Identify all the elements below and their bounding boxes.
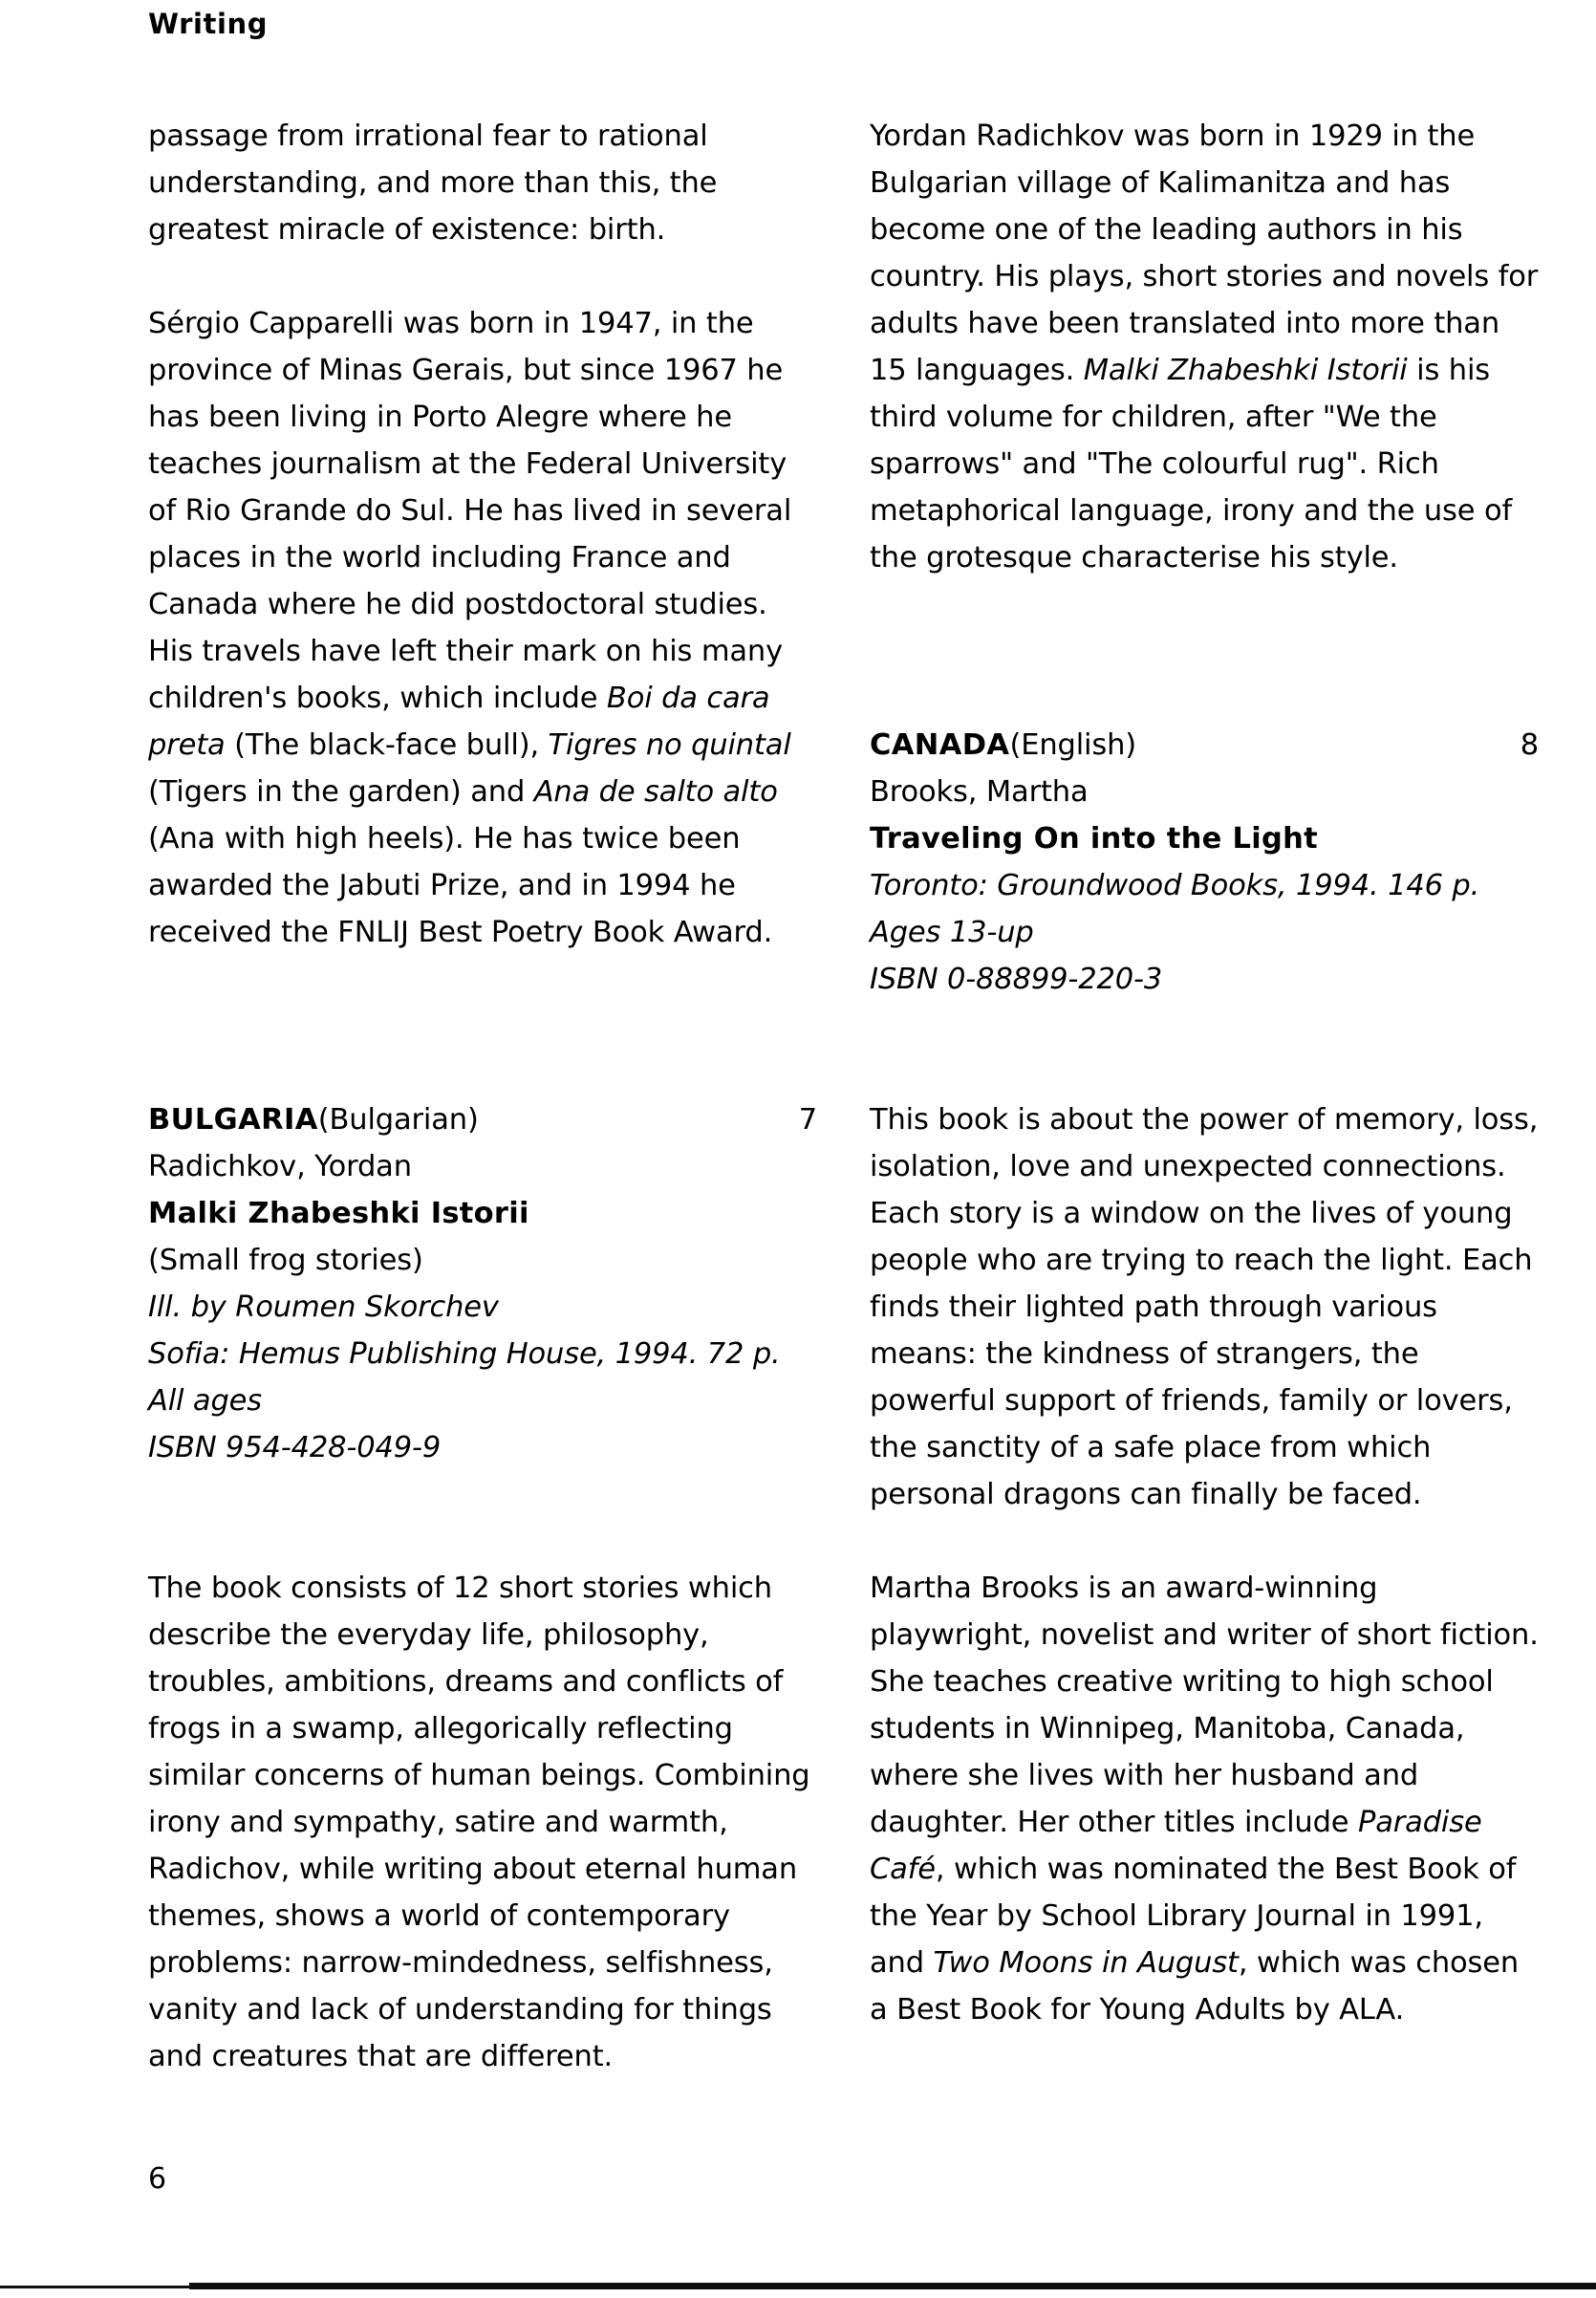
footer-rule-thick	[189, 2283, 1596, 2289]
bio-text-part-3: (Tigers in the garden) and	[148, 775, 534, 809]
page-folio-number: 6	[148, 2162, 167, 2196]
author-biography	[870, 1565, 1539, 2033]
radichkov-biography	[870, 113, 1539, 581]
author-bio-part-2: , which was nominated the Best Book of the Year by School Library Journal in 1991, and	[870, 1853, 1517, 1980]
country-name: CANADA	[870, 728, 1010, 762]
entry-publication: Toronto: Groundwood Books, 1994. 146 p.	[870, 869, 1480, 902]
footer-rule-thin	[0, 2286, 191, 2288]
entry-title-translation: (Small frog stories)	[148, 1244, 423, 1277]
book-title-boi-da-cara-preta: Boi da cara preta	[148, 682, 770, 762]
entry-page-number: 7	[798, 1103, 817, 1137]
book-title-paradise-cafe: Paradise Café	[870, 1806, 1482, 1886]
left-text-column	[148, 113, 817, 2080]
entry-author: Brooks, Martha	[870, 775, 1089, 809]
entry-isbn: ISBN 0-88899-220-3	[870, 963, 1163, 996]
author-bio-part-3: , which was chosen a Best Book for Young Adults by ALA.	[870, 1946, 1520, 2027]
entry-isbn: ISBN 954-428-049-9	[148, 1431, 442, 1464]
bio-text-part-1: Sérgio Capparelli was born in 1947, in the province of Minas Gerais, but since 1967 he has been living in Porto Alegre where he teaches journalism at the Federal University of Rio Grande do Sul. He has lived in several places in the world including France and Canada where he did postdoctoral studies. His travels have left their mark on his many children's books, which include	[148, 307, 792, 715]
bio-text-part-1: Yordan Radichkov was born in 1929 in the Bulgarian village of Kalimanitza and has become one of the leading authors in his country. His plays, short stories and novels for adults have been translated into more than 15 languages.	[870, 119, 1539, 387]
entry-page-number: 8	[1520, 728, 1539, 762]
book-title-two-moons-in-august: Two Moons in August	[933, 1946, 1239, 1980]
entry-title: Malki Zhabeshki Istorii	[148, 1197, 529, 1230]
block-spacer	[870, 1003, 1539, 1096]
book-title-ana-de-salto-alto: Ana de salto alto	[533, 775, 778, 809]
country-heading-group	[148, 1096, 479, 1143]
block-spacer	[148, 1471, 817, 1565]
right-text-column	[870, 113, 1539, 2033]
running-head: Writing	[148, 8, 269, 40]
entry-author: Radichkov, Yordan	[148, 1150, 412, 1183]
country-name: BULGARIA	[148, 1103, 318, 1137]
paragraph-continued: passage from irrational fear to rational understanding, and more than this, the greatest miracle of existence: birth.	[148, 119, 718, 247]
bio-text-part-4: (Ana with high heels). He has twice been awarded the Jabuti Prize, and in 1994 he received the FNLIJ Best Poetry Book Award.	[148, 822, 773, 949]
country-language: (Bulgarian)	[317, 1103, 479, 1137]
entry-heading-bulgaria	[148, 1096, 817, 1143]
entry-title: Traveling On into the Light	[870, 822, 1319, 856]
entry-annotation: The book consists of 12 short stories which describe the everyday life, philosophy, troubles, ambitions, dreams and conflicts of frogs in a swamp, allegorically reflecting similar concerns of human beings. Combining irony and sympathy, satire and warmth, Radichov, while writing about eternal human themes, shows a world of contemporary problems: narrow-mindedness, selfishness, vanity and lack of understanding for things and creatures that are different.	[148, 1572, 810, 2073]
entry-ages: Ages 13-up	[870, 916, 1034, 949]
author-bio-part-1: Martha Brooks is an award-winning playwright, novelist and writer of short fiction. She teaches creative writing to high school students in Winnipeg, Manitoba, Canada, where she lives with her husband and daughter. Her other titles include	[870, 1572, 1539, 1839]
entry-publication: Sofia: Hemus Publishing House, 1994. 72 p.	[148, 1337, 781, 1371]
entry-ages: All ages	[148, 1384, 263, 1418]
book-title-malki-zhabeshki-istorii: Malki Zhabeshki Istorii	[1083, 354, 1408, 387]
block-spacer	[870, 628, 1539, 722]
bio-text-part-2: (The black-face bull),	[225, 728, 549, 762]
country-heading-group	[870, 722, 1136, 769]
capparelli-biography	[148, 300, 817, 956]
block-spacer	[148, 1003, 817, 1096]
entry-illustrator: Ill. by Roumen Skorchev	[148, 1290, 499, 1324]
entry-annotation: This book is about the power of memory, loss, isolation, love and unexpected connections. Each story is a window on the lives of young people who are trying to reach the light. Each finds their lighted path through various means: the kindness of strangers, the powerful support of friends, family or lovers, the sanctity of a safe place from which personal dragons can finally be faced.	[870, 1103, 1539, 1511]
book-title-tigres-no-quintal: Tigres no quintal	[548, 728, 791, 762]
country-language: (English)	[1009, 728, 1137, 762]
bio-text-part-2: is his third volume for children, after "We the sparrows" and "The colourful rug". Rich metaphorical language, irony and the use of the grotesque characterise his style.	[870, 354, 1513, 574]
entry-heading-canada	[870, 722, 1539, 769]
